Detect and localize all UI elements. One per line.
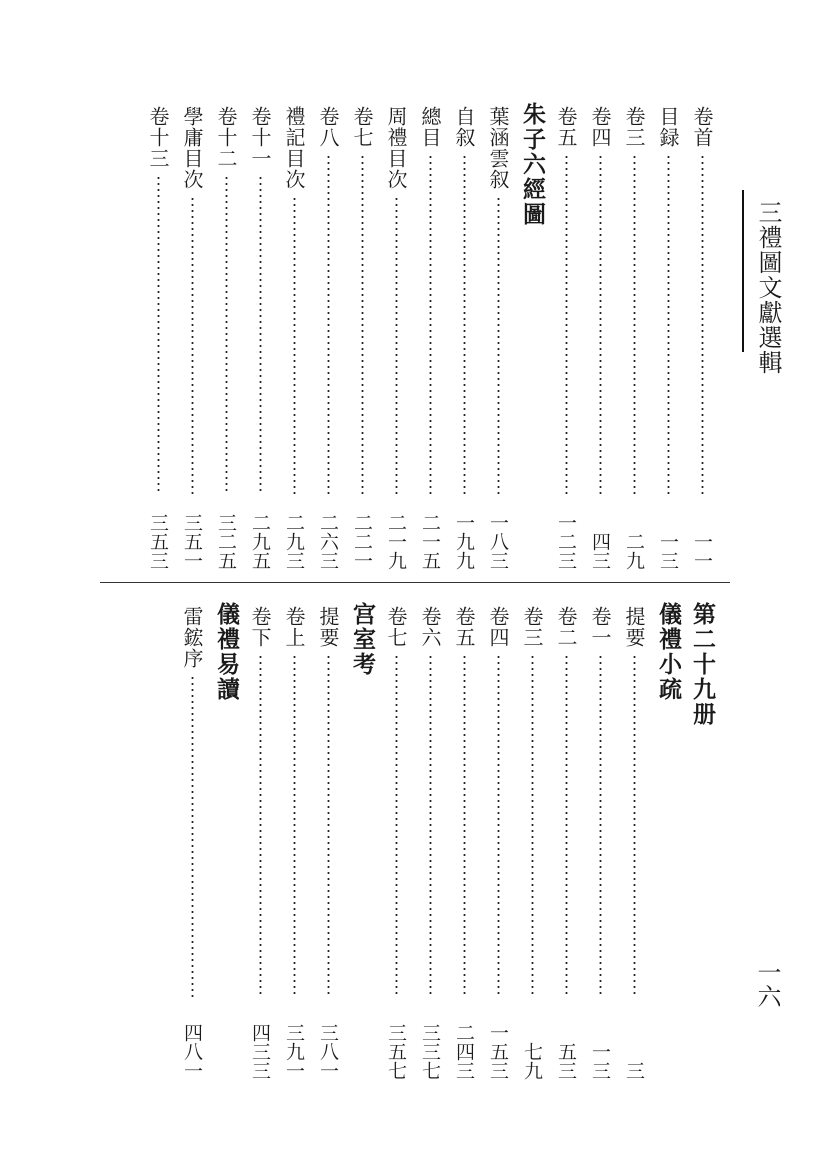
toc-entry-title: 卷十一 (248, 106, 272, 169)
toc-entry (619, 102, 653, 570)
toc-entry-title: 卷四 (588, 106, 612, 148)
toc-entry (177, 602, 211, 1080)
toc-entry-title: 目録 (656, 106, 680, 148)
dot-leader (395, 654, 398, 998)
dot-leader (463, 154, 466, 494)
toc-entry-title: 卷七 (350, 106, 374, 148)
toc-bottom-panel (177, 602, 721, 1080)
toc-entry (653, 102, 687, 570)
dot-leader (259, 654, 262, 998)
toc-top-panel (143, 102, 721, 570)
toc-entry-page: 三九一 (283, 1023, 305, 1080)
toc-entry-title: 卷五 (452, 606, 476, 648)
toc-entry (483, 102, 517, 570)
dot-leader (497, 654, 500, 998)
toc-entry-page: 一九九 (453, 513, 475, 570)
toc-entry-title: 卷六 (418, 606, 442, 648)
toc-entry-title: 卷十三 (146, 106, 170, 169)
toc-entry-page: 二六三 (317, 513, 339, 570)
toc-heading (211, 602, 245, 1080)
dot-leader (565, 154, 568, 494)
toc-entry (415, 602, 449, 1080)
toc-entry (211, 102, 245, 570)
toc-heading-title: 朱子六經圖 (519, 102, 545, 227)
toc-entry-title: 葉涵雲叙 (486, 106, 510, 190)
toc-entry (483, 602, 517, 1080)
toc-heading (347, 602, 381, 1080)
toc-entry-title: 卷七 (384, 606, 408, 648)
toc-entry (585, 102, 619, 570)
toc-entry-page: 三三七 (419, 1023, 441, 1080)
toc-entry (279, 102, 313, 570)
toc-entry-page: 二二一 (351, 513, 373, 570)
toc-entry-title: 卷四 (486, 606, 510, 648)
toc-entry-title: 卷上 (282, 606, 306, 648)
toc-entry-page: 二九三 (283, 513, 305, 570)
toc-entry (415, 102, 449, 570)
toc-entry-title: 卷三 (622, 106, 646, 148)
dot-leader (327, 154, 330, 494)
dot-leader (463, 654, 466, 998)
toc-entry-page: 三五七 (385, 1023, 407, 1080)
dot-leader (293, 654, 296, 998)
toc-heading-title: 儀禮小疏 (655, 602, 681, 702)
toc-entry-page: 一三 (657, 532, 679, 570)
toc-entry (619, 602, 653, 1080)
toc-entry (449, 102, 483, 570)
toc-heading-title: 第二十九册 (689, 602, 715, 727)
toc-entry-page: 二一九 (385, 513, 407, 570)
toc-entry-title: 禮記目次 (282, 106, 306, 190)
running-title: 三禮圖文獻選輯 (754, 200, 782, 375)
toc-entry-title: 提要 (316, 606, 340, 648)
toc-entry (449, 602, 483, 1080)
toc-entry-title: 提要 (622, 606, 646, 648)
toc-entry-page: 二一五 (419, 513, 441, 570)
toc-entry-page: 四三三 (249, 1023, 271, 1080)
toc-entry-page: 四三 (589, 532, 611, 570)
toc-entry-title: 總目 (418, 106, 442, 148)
dot-leader (429, 154, 432, 494)
toc-entry-title: 卷首 (690, 106, 714, 148)
toc-heading (687, 602, 721, 1080)
section-divider (100, 582, 730, 583)
toc-entry (551, 602, 585, 1080)
toc-entry-title: 卷下 (248, 606, 272, 648)
dot-leader (395, 196, 398, 494)
dot-leader (429, 654, 432, 998)
toc-entry-title: 卷十二 (214, 106, 238, 169)
dot-leader (497, 196, 500, 494)
dot-leader (531, 654, 534, 998)
toc-entry-page: 一一 (691, 532, 713, 570)
toc-entry-page: 五三 (555, 1042, 577, 1080)
toc-entry (313, 602, 347, 1080)
page-number: 一六 (753, 960, 781, 1008)
toc-entry-title: 周禮目次 (384, 106, 408, 190)
toc-entry (585, 602, 619, 1080)
toc-entry-page: 一八三 (487, 513, 509, 570)
toc-entry (687, 102, 721, 570)
dot-leader (327, 654, 330, 998)
header-rule (742, 190, 744, 352)
toc-heading-title: 儀禮易讀 (213, 602, 239, 702)
toc-entry-title: 卷五 (554, 106, 578, 148)
toc-entry-title: 卷八 (316, 106, 340, 148)
dot-leader (599, 154, 602, 494)
toc-entry (313, 102, 347, 570)
dot-leader (361, 154, 364, 494)
toc-entry-page: 一三 (589, 1042, 611, 1080)
toc-entry-page: 二四三 (453, 1023, 475, 1080)
toc-entry (551, 102, 585, 570)
toc-entry (245, 102, 279, 570)
dot-leader (667, 154, 670, 494)
toc-heading (653, 602, 687, 1080)
dot-leader (701, 154, 704, 494)
toc-entry (347, 102, 381, 570)
toc-entry (143, 102, 177, 570)
toc-heading (517, 102, 551, 570)
dot-leader (259, 175, 262, 494)
toc-entry-page: 二九 (623, 532, 645, 570)
toc-entry-title: 學庸目次 (180, 106, 204, 190)
dot-leader (565, 654, 568, 998)
toc-entry-page: 一五三 (487, 1023, 509, 1080)
dot-leader (633, 154, 636, 494)
toc-entry-page: 三五一 (181, 513, 203, 570)
dot-leader (157, 175, 160, 494)
toc-entry-page: 三二五 (215, 513, 237, 570)
toc-heading-title: 宫室考 (349, 602, 375, 677)
dot-leader (191, 675, 194, 998)
toc-entry-title: 卷一 (588, 606, 612, 648)
toc-entry (517, 602, 551, 1080)
toc-entry-title: 雷鋐序 (180, 606, 204, 669)
dot-leader (633, 654, 636, 998)
toc-entry (381, 602, 415, 1080)
toc-entry-page: 二九五 (249, 513, 271, 570)
toc-entry-title: 自叙 (452, 106, 476, 148)
toc-entry (177, 102, 211, 570)
dot-leader (191, 196, 194, 494)
toc-entry (279, 602, 313, 1080)
dot-leader (599, 654, 602, 998)
toc-entry (381, 102, 415, 570)
toc-entry-page: 三八一 (317, 1023, 339, 1080)
toc-entry-page: 七九 (521, 1042, 543, 1080)
toc-entry-page: 三 (623, 1061, 645, 1080)
dot-leader (225, 175, 228, 494)
toc-entry-page: 四八一 (181, 1023, 203, 1080)
toc-entry-page: 一二三 (555, 513, 577, 570)
toc-entry-title: 卷二 (554, 606, 578, 648)
toc-entry-title: 卷三 (520, 606, 544, 648)
toc-entry-page: 三五三 (147, 513, 169, 570)
toc-entry (245, 602, 279, 1080)
dot-leader (293, 196, 296, 494)
